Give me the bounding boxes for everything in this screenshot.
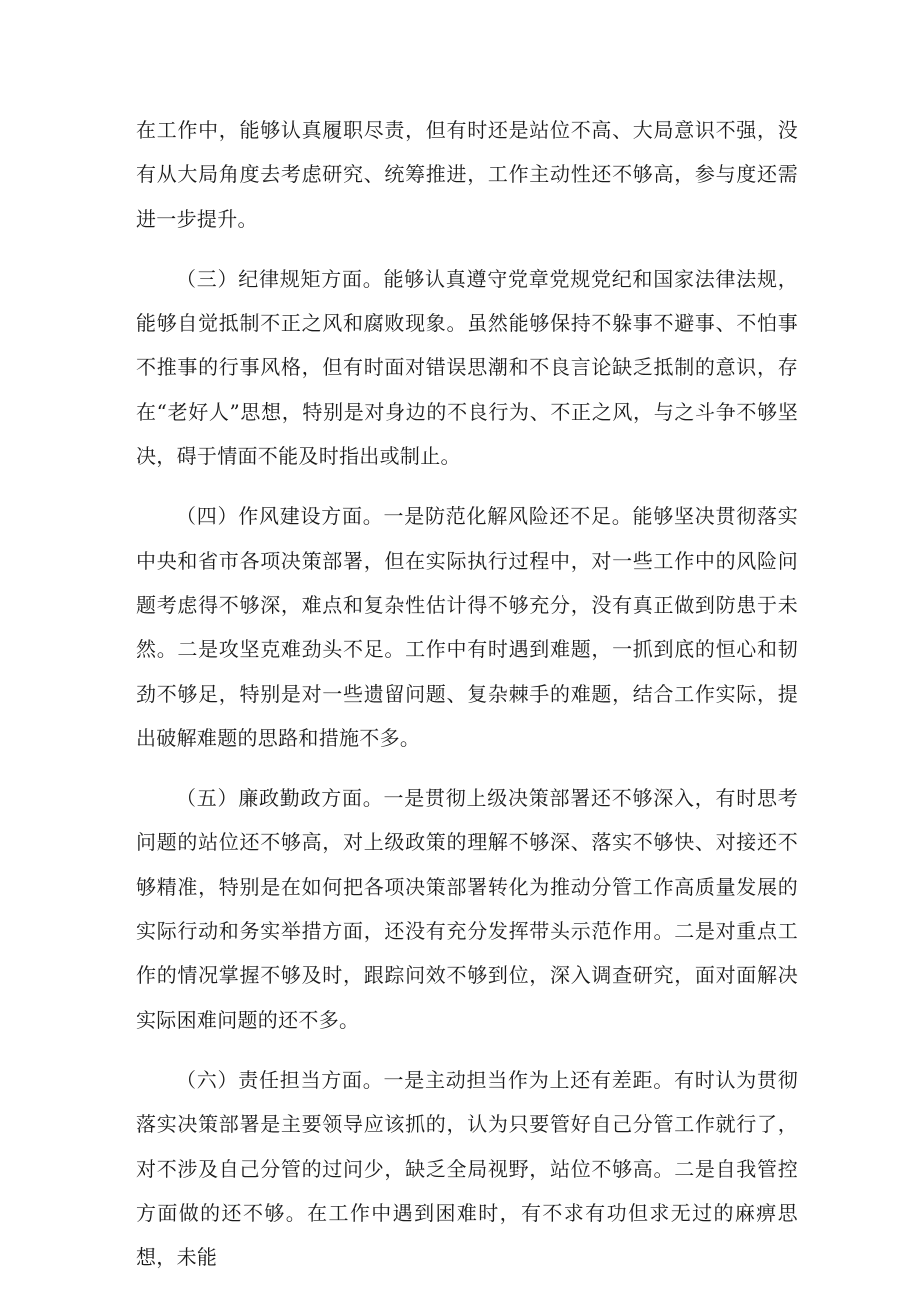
document-body — [136, 108, 798, 1295]
paragraph-discipline-rules: （三）纪律规矩方面。能够认真遵守党章党规党纪和国家法律法规，能够自觉抵制不正之风和腐败现象。虽然能够保持不躲事不避事、不怕事不推事的行事风格，但有时面对错误思潮和不良言论缺乏抵制的意识，存在“老好人”思想，特别是对身边的不良行为、不正之风，与之斗争不够坚决，碍于情面不能及时指出或制止。 — [136, 266, 798, 469]
paragraph-continuation: 在工作中，能够认真履职尽责，但有时还是站位不高、大局意识不强，没有从大局角度去考虑研究、统筹推进，工作主动性还不够高，参与度还需进一步提升。 — [136, 118, 798, 231]
paragraph-work-style: （四）作风建设方面。一是防范化解风险还不足。能够坚决贯彻落实中央和省市各项决策部署，但在实际执行过程中，对一些工作中的风险问题考虑得不够深，难点和复杂性估计得不够充分，没有真正做到防患于未然。二是攻坚克难劲头不足。工作中有时遇到难题，一抓到底的恒心和韧劲不够足，特别是对一些遗留问题、复杂棘手的难题，结合工作实际，提出破解难题的思路和措施不多。 — [136, 504, 798, 750]
paragraph-responsibility: （六）责任担当方面。一是主动担当作为上还有差距。有时认为贯彻落实决策部署是主要领导应该抓的，认为只要管好自己分管工作就行了，对不涉及自己分管的过问少，缺乏全局视野，站位不够高。二是自我管控方面做的还不够。在工作中遇到困难时，有不求有功但求无过的麻痹思想，未能 — [136, 1067, 798, 1270]
paragraph-integrity-diligence: （五）廉政勤政方面。一是贯彻上级决策部署还不够深入，有时思考问题的站位还不够高，对上级政策的理解不够深、落实不够快、对接还不够精准，特别是在如何把各项决策部署转化为推动分管工作高质量发展的实际行动和务实举措方面，还没有充分发挥带头示范作用。二是对重点工作的情况掌握不够及时，跟踪问效不够到位，深入调查研究，面对面解决实际困难问题的还不多。 — [136, 786, 798, 1032]
